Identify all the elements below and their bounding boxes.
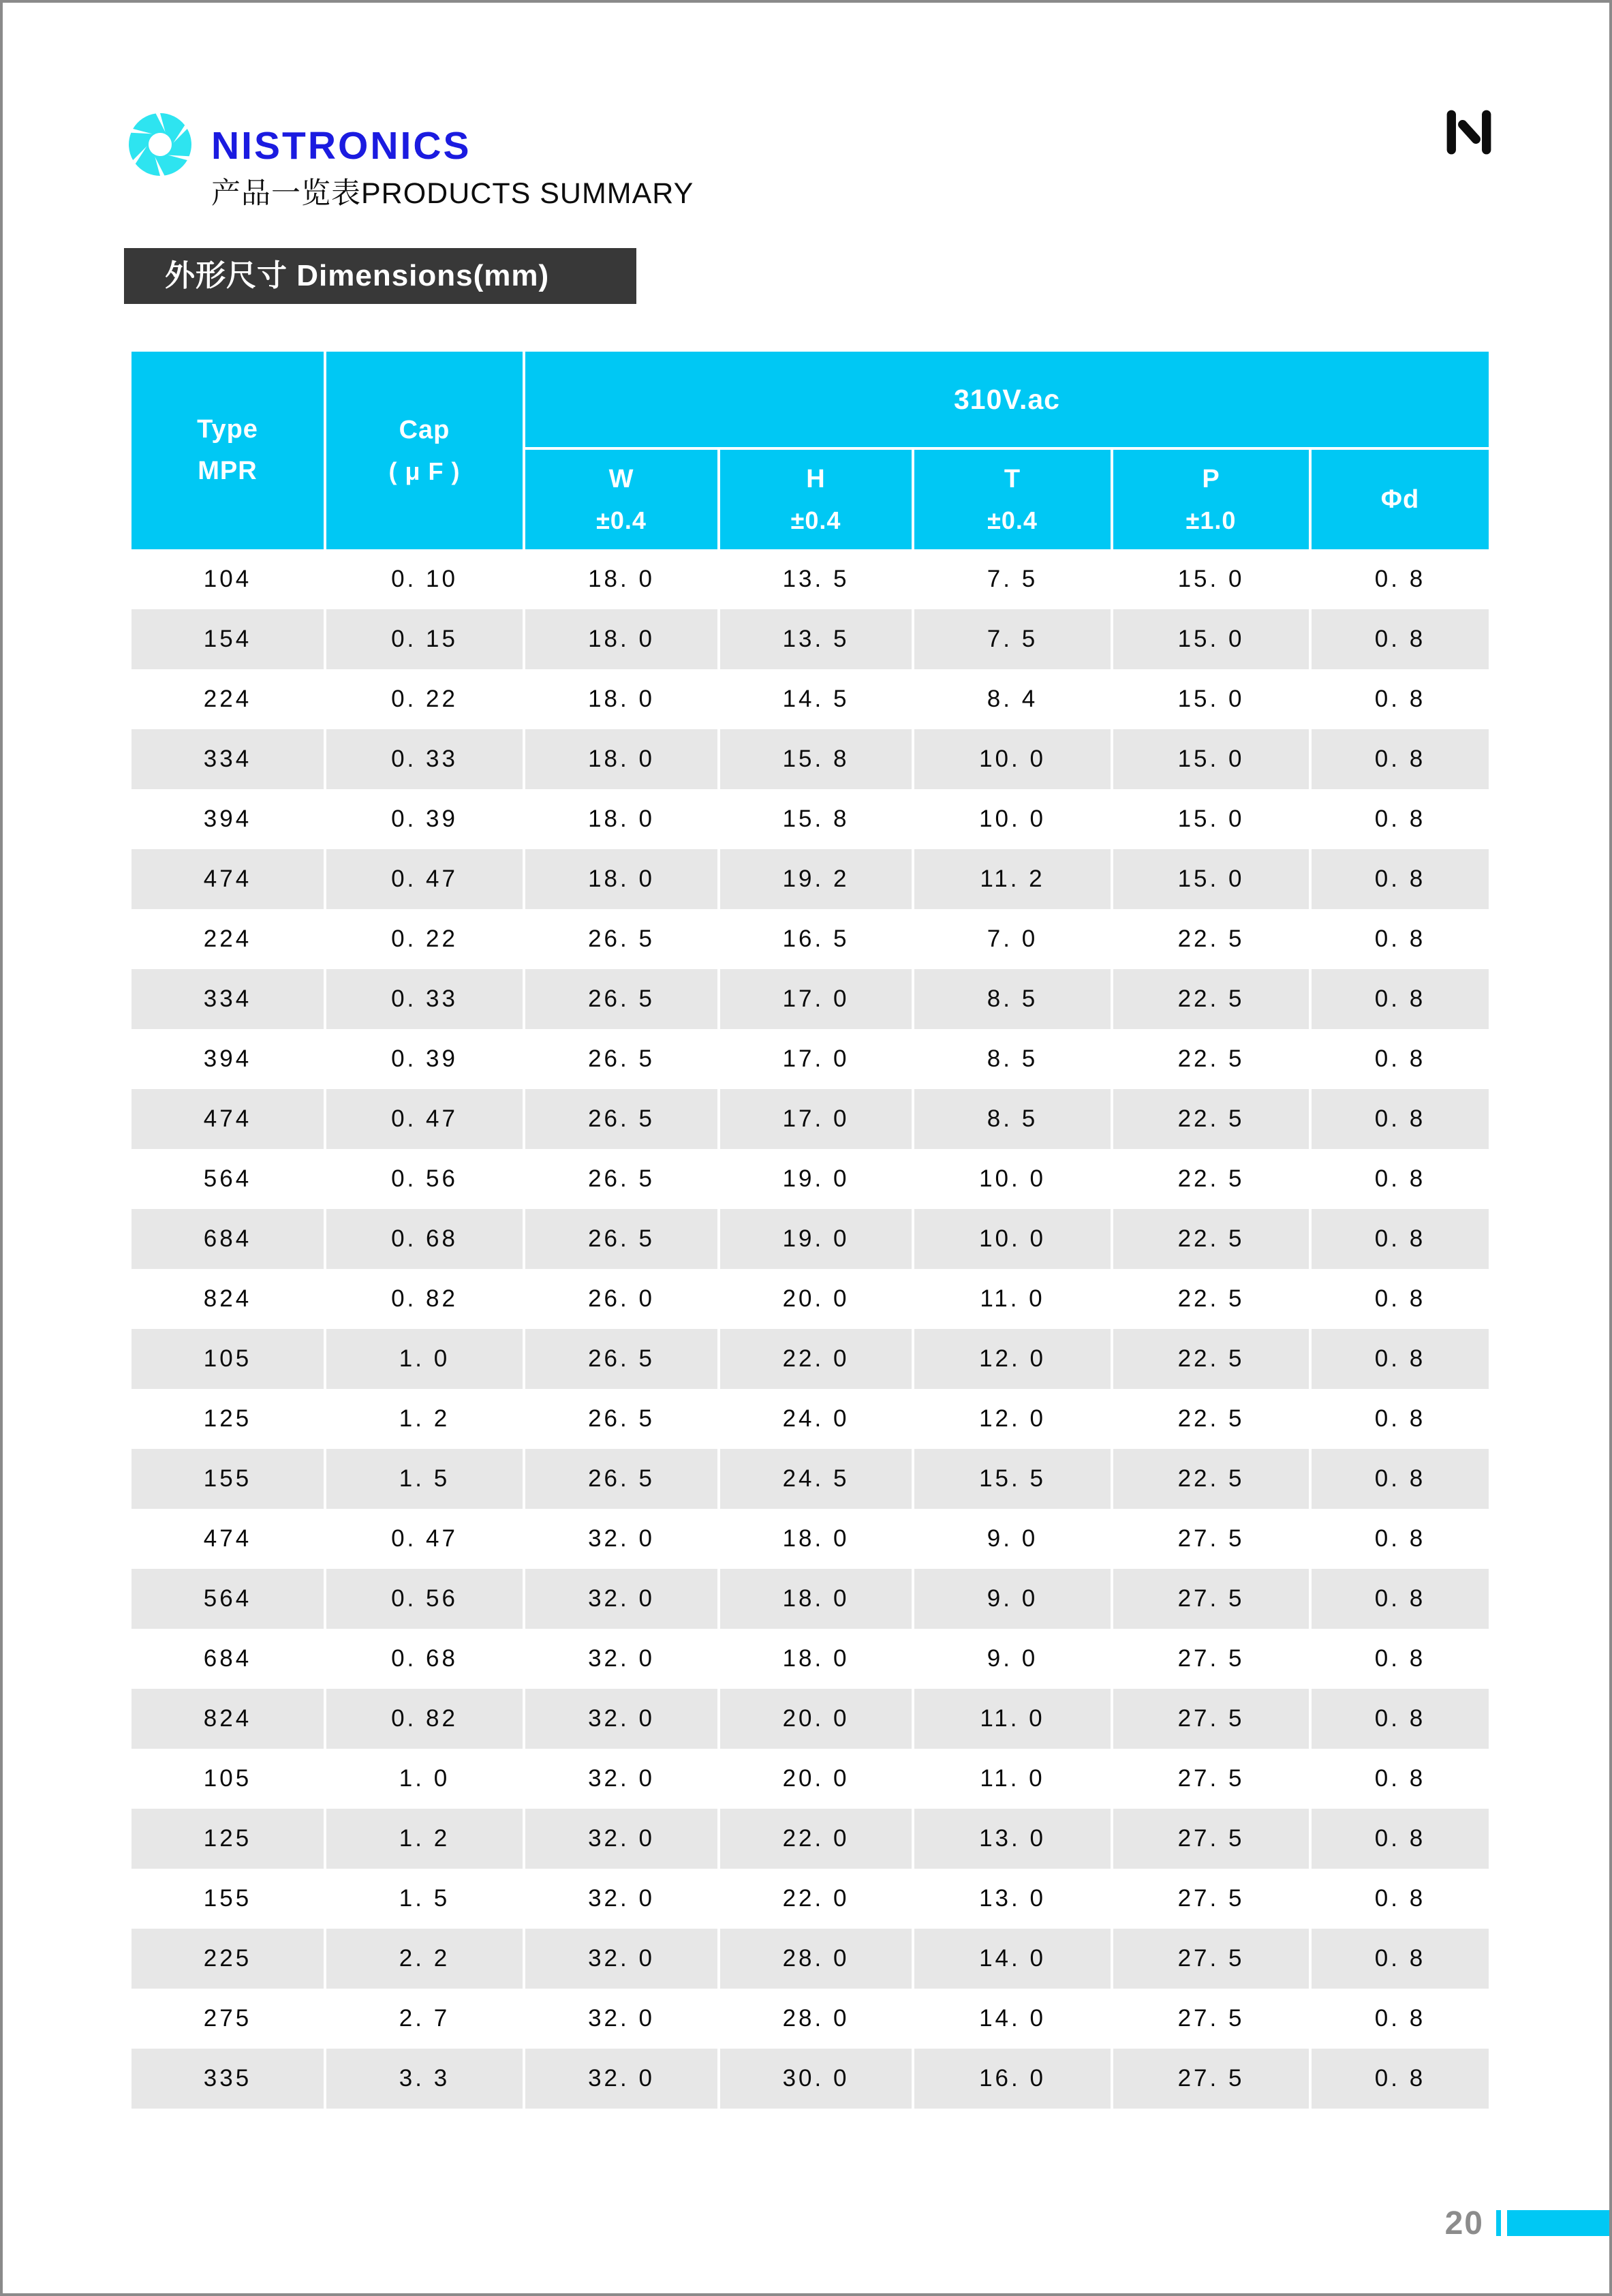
header-type-mpr <box>131 352 324 549</box>
cell-h: 24. 0 <box>720 1389 912 1449</box>
page-number: 20 <box>1444 2205 1484 2241</box>
header-p <box>1113 450 1309 549</box>
cell-type: 824 <box>131 1269 324 1329</box>
table-row <box>131 1089 1489 1149</box>
header-p-symbol: P <box>1202 464 1220 493</box>
cell-p: 22. 5 <box>1113 1089 1309 1149</box>
cell-type: 155 <box>131 1869 324 1929</box>
brand-name: NISTRONICS <box>211 124 471 168</box>
cell-cap: 0. 39 <box>326 789 523 849</box>
cell-w: 26. 5 <box>525 1149 717 1209</box>
cell-phi-d: 0. 8 <box>1312 1689 1489 1749</box>
cell-t: 10. 0 <box>914 1209 1111 1269</box>
cell-p: 27. 5 <box>1113 1989 1309 2049</box>
table-row <box>131 1389 1489 1449</box>
header-t-symbol: T <box>1004 464 1021 493</box>
cell-h: 16. 5 <box>720 909 912 969</box>
cell-w: 26. 5 <box>525 1449 717 1509</box>
table-row <box>131 1869 1489 1929</box>
cell-phi-d: 0. 8 <box>1312 1389 1489 1449</box>
cell-t: 14. 0 <box>914 1929 1111 1989</box>
cell-cap: 1. 2 <box>326 1389 523 1449</box>
table-row <box>131 1509 1489 1569</box>
header-w <box>525 450 717 549</box>
header-t-tolerance: ±0.4 <box>987 506 1038 534</box>
cell-t: 11. 0 <box>914 1269 1111 1329</box>
table-row <box>131 849 1489 909</box>
cell-w: 32. 0 <box>525 1629 717 1689</box>
cell-h: 18. 0 <box>720 1629 912 1689</box>
cell-t: 10. 0 <box>914 729 1111 789</box>
cell-t: 13. 0 <box>914 1809 1111 1869</box>
cell-h: 13. 5 <box>720 609 912 669</box>
cell-w: 26. 5 <box>525 1329 717 1389</box>
cell-h: 19. 0 <box>720 1209 912 1269</box>
table-row <box>131 1809 1489 1869</box>
cell-type: 275 <box>131 1989 324 2049</box>
table-row <box>131 1989 1489 2049</box>
cell-type: 824 <box>131 1689 324 1749</box>
cell-type: 335 <box>131 2049 324 2109</box>
cell-w: 26. 5 <box>525 969 717 1029</box>
cell-cap: 0. 22 <box>326 669 523 729</box>
table-row <box>131 609 1489 669</box>
cell-h: 30. 0 <box>720 2049 912 2109</box>
cell-t: 8. 5 <box>914 969 1111 1029</box>
cell-type: 225 <box>131 1929 324 1989</box>
cell-w: 32. 0 <box>525 1989 717 2049</box>
cell-phi-d: 0. 8 <box>1312 1329 1489 1389</box>
table-row <box>131 909 1489 969</box>
cell-cap: 1. 0 <box>326 1329 523 1389</box>
table-body <box>131 549 1489 2109</box>
table-row <box>131 1569 1489 1629</box>
cell-p: 22. 5 <box>1113 1389 1309 1449</box>
table-row <box>131 1449 1489 1509</box>
cell-t: 11. 0 <box>914 1749 1111 1809</box>
cell-p: 27. 5 <box>1113 1509 1309 1569</box>
cell-cap: 1. 5 <box>326 1869 523 1929</box>
brand-block <box>211 125 694 211</box>
cell-h: 18. 0 <box>720 1569 912 1629</box>
cell-type: 334 <box>131 729 324 789</box>
cell-h: 15. 8 <box>720 789 912 849</box>
cell-type: 334 <box>131 969 324 1029</box>
cell-phi-d: 0. 8 <box>1312 1749 1489 1809</box>
cell-p: 22. 5 <box>1113 1269 1309 1329</box>
cell-w: 26. 0 <box>525 1269 717 1329</box>
cell-p: 27. 5 <box>1113 1569 1309 1629</box>
cell-phi-d: 0. 8 <box>1312 729 1489 789</box>
cell-cap: 0. 82 <box>326 1269 523 1329</box>
cell-type: 684 <box>131 1629 324 1689</box>
cell-w: 32. 0 <box>525 2049 717 2109</box>
cell-p: 27. 5 <box>1113 1929 1309 1989</box>
cell-cap: 0. 56 <box>326 1569 523 1629</box>
cell-t: 13. 0 <box>914 1869 1111 1929</box>
cell-p: 22. 5 <box>1113 1029 1309 1089</box>
cell-type: 474 <box>131 1089 324 1149</box>
cell-h: 14. 5 <box>720 669 912 729</box>
cell-type: 224 <box>131 669 324 729</box>
cell-t: 8. 5 <box>914 1089 1111 1149</box>
cell-w: 18. 0 <box>525 549 717 609</box>
header-h <box>720 450 912 549</box>
cell-phi-d: 0. 8 <box>1312 1449 1489 1509</box>
table-row <box>131 669 1489 729</box>
cell-h: 22. 0 <box>720 1869 912 1929</box>
cell-phi-d: 0. 8 <box>1312 849 1489 909</box>
cell-phi-d: 0. 8 <box>1312 1809 1489 1869</box>
cell-t: 8. 4 <box>914 669 1111 729</box>
table-row <box>131 969 1489 1029</box>
cell-type: 474 <box>131 849 324 909</box>
cell-type: 125 <box>131 1809 324 1869</box>
cell-h: 17. 0 <box>720 1089 912 1149</box>
cell-type: 684 <box>131 1209 324 1269</box>
header-type-line2: MPR <box>198 457 258 485</box>
cell-phi-d: 0. 8 <box>1312 669 1489 729</box>
cell-w: 32. 0 <box>525 1869 717 1929</box>
cell-t: 9. 0 <box>914 1569 1111 1629</box>
cell-cap: 3. 3 <box>326 2049 523 2109</box>
cell-p: 15. 0 <box>1113 789 1309 849</box>
cell-t: 9. 0 <box>914 1509 1111 1569</box>
cell-p: 22. 5 <box>1113 1209 1309 1269</box>
section-title-bar <box>124 248 636 304</box>
cell-h: 13. 5 <box>720 549 912 609</box>
cell-p: 27. 5 <box>1113 1629 1309 1689</box>
cell-w: 26. 5 <box>525 909 717 969</box>
cell-cap: 0. 68 <box>326 1629 523 1689</box>
cell-type: 474 <box>131 1509 324 1569</box>
cell-h: 22. 0 <box>720 1329 912 1389</box>
cell-phi-d: 0. 8 <box>1312 909 1489 969</box>
cell-phi-d: 0. 8 <box>1312 1149 1489 1209</box>
cell-h: 20. 0 <box>720 1749 912 1809</box>
cell-h: 19. 0 <box>720 1149 912 1209</box>
table-row <box>131 1929 1489 1989</box>
cell-w: 18. 0 <box>525 789 717 849</box>
cell-phi-d: 0. 8 <box>1312 1089 1489 1149</box>
cell-cap: 0. 39 <box>326 1029 523 1089</box>
footer-accent-wide-bar <box>1507 2210 1609 2236</box>
cell-type: 224 <box>131 909 324 969</box>
header-voltage-span: 310V.ac <box>525 352 1489 450</box>
cell-p: 27. 5 <box>1113 2049 1309 2109</box>
header-phi-d <box>1312 450 1489 549</box>
cell-w: 32. 0 <box>525 1809 717 1869</box>
cell-w: 18. 0 <box>525 729 717 789</box>
cell-p: 22. 5 <box>1113 969 1309 1029</box>
cell-w: 32. 0 <box>525 1509 717 1569</box>
cell-type: 154 <box>131 609 324 669</box>
table-row <box>131 1149 1489 1209</box>
cell-p: 27. 5 <box>1113 1689 1309 1749</box>
brand-subtitle: 产品一览表PRODUCTS SUMMARY <box>211 177 694 210</box>
cell-w: 26. 5 <box>525 1209 717 1269</box>
cell-cap: 0. 47 <box>326 1509 523 1569</box>
table-row <box>131 2049 1489 2109</box>
cell-p: 22. 5 <box>1113 1329 1309 1389</box>
cell-phi-d: 0. 8 <box>1312 549 1489 609</box>
cell-h: 17. 0 <box>720 1029 912 1089</box>
cell-cap: 0. 56 <box>326 1149 523 1209</box>
cell-w: 32. 0 <box>525 1689 717 1749</box>
table-row <box>131 549 1489 609</box>
cell-t: 11. 0 <box>914 1689 1111 1749</box>
cell-w: 26. 5 <box>525 1029 717 1089</box>
cell-cap: 0. 68 <box>326 1209 523 1269</box>
cell-phi-d: 0. 8 <box>1312 1989 1489 2049</box>
cell-cap: 0. 10 <box>326 549 523 609</box>
cell-type: 105 <box>131 1749 324 1809</box>
cell-p: 22. 5 <box>1113 909 1309 969</box>
cell-phi-d: 0. 8 <box>1312 609 1489 669</box>
cell-type: 394 <box>131 789 324 849</box>
footer-accent-thin-bar <box>1496 2210 1501 2236</box>
table-row <box>131 729 1489 789</box>
cell-h: 24. 5 <box>720 1449 912 1509</box>
cell-cap: 1. 2 <box>326 1809 523 1869</box>
header-w-tolerance: ±0.4 <box>596 506 647 534</box>
table-row <box>131 1029 1489 1089</box>
cell-w: 26. 5 <box>525 1089 717 1149</box>
cell-h: 18. 0 <box>720 1509 912 1569</box>
cell-t: 15. 5 <box>914 1449 1111 1509</box>
cell-cap: 0. 82 <box>326 1689 523 1749</box>
cell-t: 7. 5 <box>914 609 1111 669</box>
header-cap <box>326 352 523 549</box>
cell-phi-d: 0. 8 <box>1312 2049 1489 2109</box>
cell-phi-d: 0. 8 <box>1312 789 1489 849</box>
cell-t: 10. 0 <box>914 789 1111 849</box>
header-cap-line1: Cap <box>399 415 450 444</box>
cell-phi-d: 0. 8 <box>1312 1209 1489 1269</box>
cell-h: 20. 0 <box>720 1269 912 1329</box>
cell-type: 104 <box>131 549 324 609</box>
cell-p: 15. 0 <box>1113 549 1309 609</box>
cell-p: 22. 5 <box>1113 1149 1309 1209</box>
aperture-logo-icon <box>126 110 194 179</box>
page-footer <box>1444 2205 1609 2241</box>
cell-type: 155 <box>131 1449 324 1509</box>
cell-h: 19. 2 <box>720 849 912 909</box>
cell-phi-d: 0. 8 <box>1312 1509 1489 1569</box>
cell-type: 394 <box>131 1029 324 1089</box>
cell-t: 8. 5 <box>914 1029 1111 1089</box>
cell-cap: 2. 2 <box>326 1929 523 1989</box>
cell-w: 32. 0 <box>525 1749 717 1809</box>
cell-w: 18. 0 <box>525 609 717 669</box>
cell-w: 18. 0 <box>525 849 717 909</box>
header-type-line1: Type <box>197 415 258 444</box>
cell-t: 12. 0 <box>914 1329 1111 1389</box>
table-row <box>131 1629 1489 1689</box>
cell-t: 10. 0 <box>914 1149 1111 1209</box>
cell-cap: 0. 33 <box>326 729 523 789</box>
cell-cap: 0. 47 <box>326 849 523 909</box>
cell-type: 105 <box>131 1329 324 1389</box>
cell-phi-d: 0. 8 <box>1312 1869 1489 1929</box>
cell-cap: 0. 47 <box>326 1089 523 1149</box>
cell-w: 32. 0 <box>525 1569 717 1629</box>
cell-phi-d: 0. 8 <box>1312 1629 1489 1689</box>
header-t <box>914 450 1111 549</box>
table-row <box>131 1329 1489 1389</box>
cell-w: 18. 0 <box>525 669 717 729</box>
dimensions-table <box>129 352 1491 2109</box>
table-row <box>131 789 1489 849</box>
header-p-tolerance: ±1.0 <box>1185 506 1237 534</box>
cell-cap: 0. 33 <box>326 969 523 1029</box>
table-row <box>131 1209 1489 1269</box>
cell-h: 28. 0 <box>720 1929 912 1989</box>
cell-h: 20. 0 <box>720 1689 912 1749</box>
table-row <box>131 1689 1489 1749</box>
cell-h: 22. 0 <box>720 1809 912 1869</box>
cell-p: 15. 0 <box>1113 729 1309 789</box>
cell-p: 27. 5 <box>1113 1809 1309 1869</box>
cell-phi-d: 0. 8 <box>1312 1929 1489 1989</box>
cell-w: 26. 5 <box>525 1389 717 1449</box>
header-h-symbol: H <box>806 464 826 493</box>
cell-p: 15. 0 <box>1113 609 1309 669</box>
cell-h: 28. 0 <box>720 1989 912 2049</box>
cell-p: 27. 5 <box>1113 1869 1309 1929</box>
cell-t: 16. 0 <box>914 2049 1111 2109</box>
cell-type: 564 <box>131 1149 324 1209</box>
cell-h: 15. 8 <box>720 729 912 789</box>
n-monogram-icon <box>1444 108 1493 157</box>
cell-phi-d: 0. 8 <box>1312 1569 1489 1629</box>
cell-p: 15. 0 <box>1113 669 1309 729</box>
cell-cap: 1. 0 <box>326 1749 523 1809</box>
cell-t: 14. 0 <box>914 1989 1111 2049</box>
cell-type: 125 <box>131 1389 324 1449</box>
cell-t: 11. 2 <box>914 849 1111 909</box>
cell-t: 9. 0 <box>914 1629 1111 1689</box>
header-h-tolerance: ±0.4 <box>790 506 841 534</box>
cell-t: 12. 0 <box>914 1389 1111 1449</box>
cell-cap: 2. 7 <box>326 1989 523 2049</box>
cell-h: 17. 0 <box>720 969 912 1029</box>
header-phi-d-symbol: Φd <box>1380 485 1420 514</box>
cell-cap: 1. 5 <box>326 1449 523 1509</box>
cell-cap: 0. 15 <box>326 609 523 669</box>
cell-phi-d: 0. 8 <box>1312 1029 1489 1089</box>
cell-t: 7. 0 <box>914 909 1111 969</box>
table-row <box>131 1749 1489 1809</box>
cell-p: 22. 5 <box>1113 1449 1309 1509</box>
section-title: 外形尺寸 Dimensions(mm) <box>165 259 550 292</box>
header-w-symbol: W <box>608 464 634 493</box>
cell-p: 27. 5 <box>1113 1749 1309 1809</box>
table-row <box>131 1269 1489 1329</box>
cell-w: 32. 0 <box>525 1929 717 1989</box>
cell-type: 564 <box>131 1569 324 1629</box>
header-cap-line2: ( μ F ) <box>388 457 461 485</box>
cell-phi-d: 0. 8 <box>1312 1269 1489 1329</box>
cell-p: 15. 0 <box>1113 849 1309 909</box>
cell-phi-d: 0. 8 <box>1312 969 1489 1029</box>
cell-t: 7. 5 <box>914 549 1111 609</box>
cell-cap: 0. 22 <box>326 909 523 969</box>
